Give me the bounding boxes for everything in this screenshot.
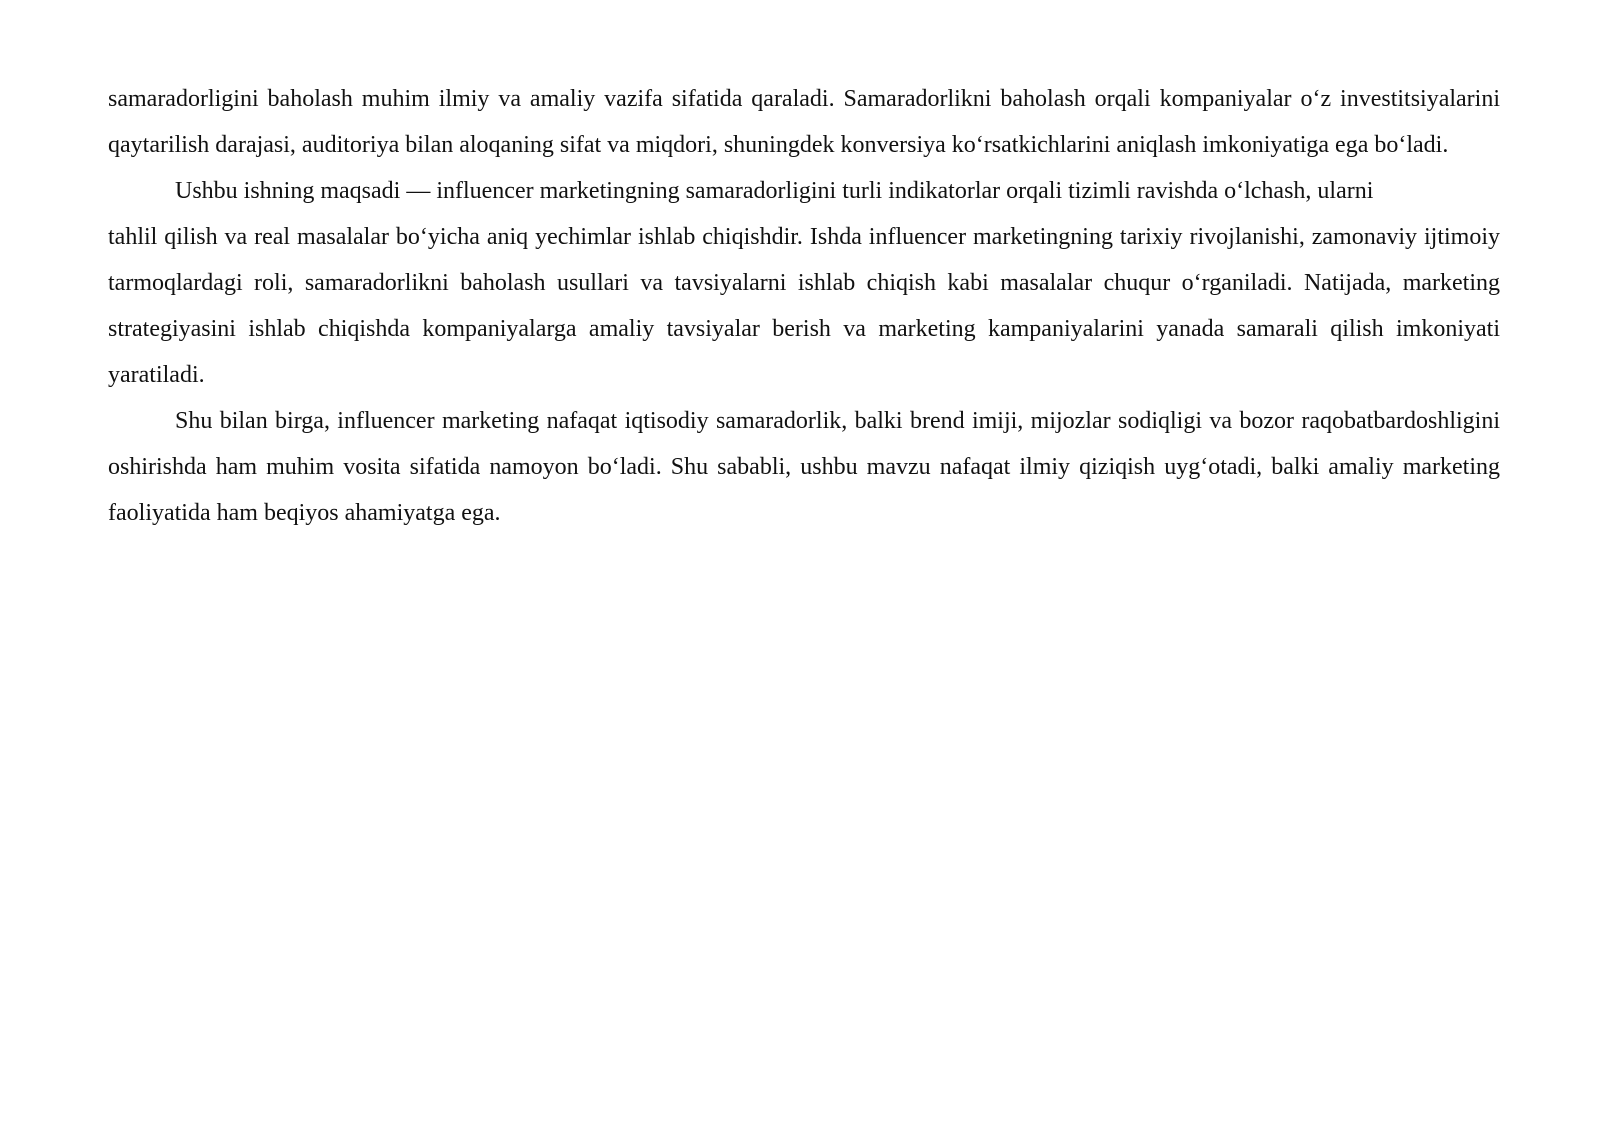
- paragraph-continuation: samaradorligini baholash muhim ilmiy va amaliy vazifa sifatida qaraladi. Samaradorlikni baholash orqali kompaniyalar o‘z investitsiyalarini qaytarilish darajasi, auditoriya bilan aloqaning sifat va miqdori, shuningdek konversiya ko‘rsatkichlarini aniqlash imkoniyatiga ega bo‘ladi.: [108, 86, 1500, 158]
- document-body: [108, 76, 1500, 536]
- paragraph-purpose-continued: tahlil qilish va real masalalar bo‘yicha aniq yechimlar ishlab chiqishdir. Ishda influencer marketingning tarixiy rivojlanishi, zamonaviy ijtimoiy tarmoqlardagi roli, samaradorlikni baholash usullari va tavsiyalarni ishlab chiqish kabi masalalar chuqur o‘rganiladi. Natijada, marketing strategiyasini ishlab chiqishda kompaniyalarga amaliy tavsiyalar berish va marketing kampaniyalarini yanada samarali qilish imkoniyati yaratiladi.: [108, 224, 1500, 388]
- paragraph-purpose: Ushbu ishning maqsadi — influencer marketingning samaradorligini turli indikatorlar orqali tizimli ravishda o‘lchash, ularni: [175, 178, 1374, 204]
- paragraph-significance: Shu bilan birga, influencer marketing nafaqat iqtisodiy samaradorlik, balki brend imiji, mijozlar sodiqligi va bozor raqobatbardoshligini oshirishda ham muhim vosita sifatida namoyon bo‘ladi. Shu sababli, ushbu mavzu nafaqat ilmiy qiziqish uyg‘otadi, balki amaliy marketing faoliyatida ham beqiyos ahamiyatga ega.: [108, 408, 1500, 526]
